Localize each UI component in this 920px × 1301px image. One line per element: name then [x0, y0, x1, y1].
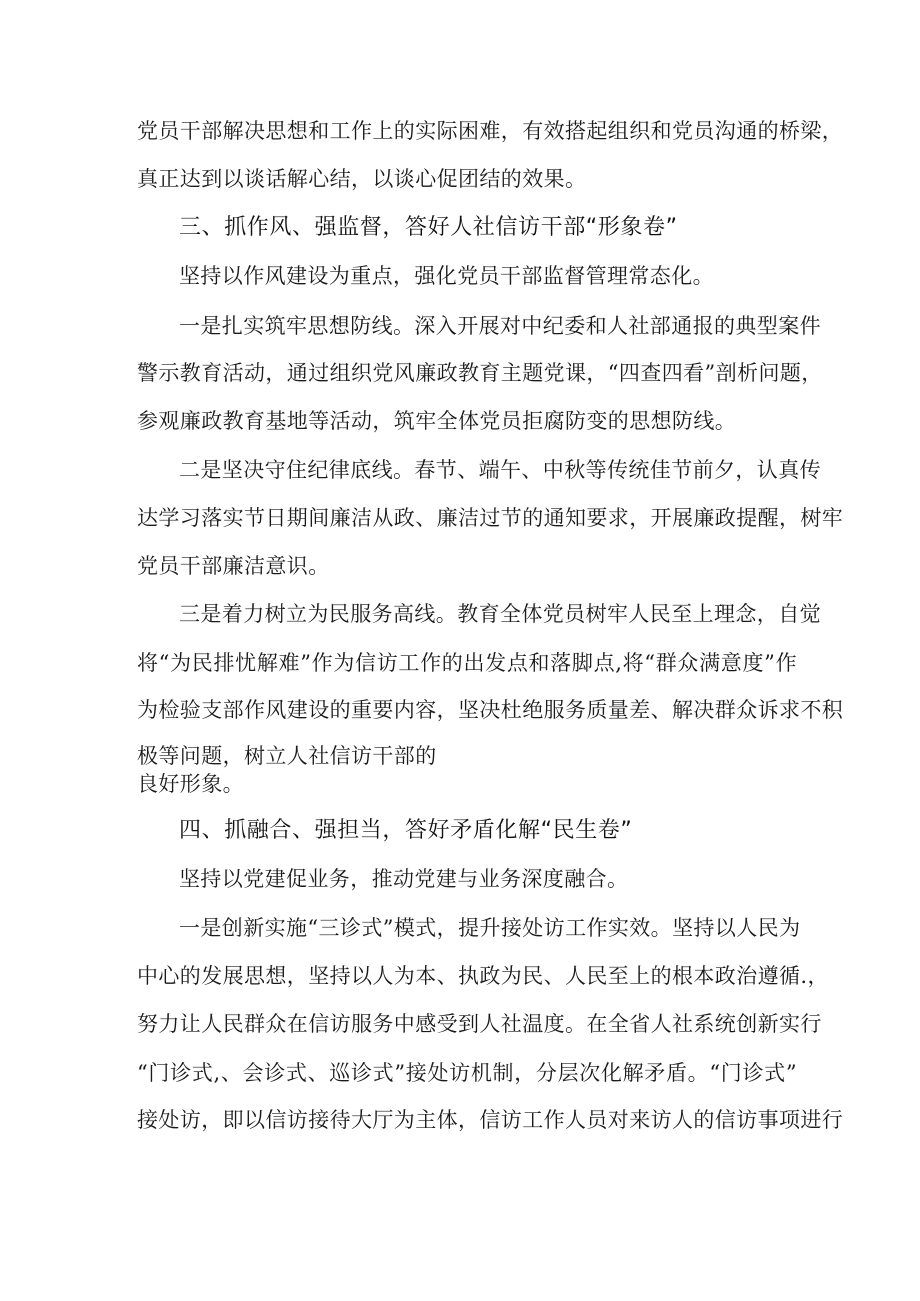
paragraph-line: 参观廉政教育基地等活动，筑牢全体党员拒腐防变的思想防线。 — [137, 409, 737, 433]
paragraph-line: “门诊式,、会诊式、巡诊式”接处访机制，分层次化解矛盾。“门诊式” — [137, 1061, 797, 1085]
paragraph-line: 一是扎实筑牢思想防线。深入开展对中纪委和人社部通报的典型案件 — [179, 314, 821, 338]
paragraph-line: 二是坚决守住纪律底线。春节、端午、中秋等传统佳节前夕，认真传 — [179, 458, 821, 482]
paragraph-line: 党员干部廉洁意识。 — [137, 554, 330, 578]
section-heading-4: 四、抓融合、强担当，答好矛盾化解“民生卷” — [179, 818, 633, 843]
paragraph-line: 极等问题，树立人社信访干部的 — [137, 744, 437, 768]
paragraph-line: 坚持以作风建设为重点，强化党员干部监督管理常态化。 — [179, 264, 714, 288]
section-heading-3: 三、抓作风、强监督，答好人社信访干部“形象卷” — [179, 215, 678, 240]
paragraph-line: 中心的发展思想，坚持以人为本、执政为民、人民至上的根本政治遵循.， — [137, 964, 829, 988]
paragraph-line: 将“为民排忧解难”作为信访工作的出发点和落脚点,将“群众满意度”作 — [137, 651, 797, 675]
paragraph-line: 接处访，即以信访接待大厅为主体，信访工作人员对来访人的信访事项进行 — [137, 1108, 844, 1132]
paragraph-line: 良好形象。 — [137, 772, 244, 796]
paragraph-line: 一是创新实施“三诊式”模式，提升接处访工作实效。坚持以人民为 — [179, 916, 801, 940]
paragraph-line: 努力让人民群众在信访服务中感受到人社温度。在全省人社系统创新实行 — [137, 1012, 822, 1036]
paragraph-line: 党员干部解决思想和工作上的实际困难，有效搭起组织和党员沟通的桥梁， — [137, 119, 844, 143]
paragraph-line: 真正达到以谈话解心结，以谈心促团结的效果。 — [137, 167, 587, 191]
paragraph-line: 三是着力树立为民服务高线。教育全体党员树牢人民至上理念，自觉 — [179, 602, 821, 626]
paragraph-line: 为检验支部作风建设的重要内容，坚决杜绝服务质量差、解决群众诉求不积 — [137, 698, 844, 722]
paragraph-line: 达学习落实节日期间廉洁从政、廉洁过节的通知要求，开展廉政提醒，树牢 — [137, 506, 844, 530]
paragraph-line: 警示教育活动，通过组织党风廉政教育主题党课，“四查四看”剖析问题， — [137, 361, 823, 385]
paragraph-line: 坚持以党建促业务，推动党建与业务深度融合。 — [179, 867, 629, 891]
